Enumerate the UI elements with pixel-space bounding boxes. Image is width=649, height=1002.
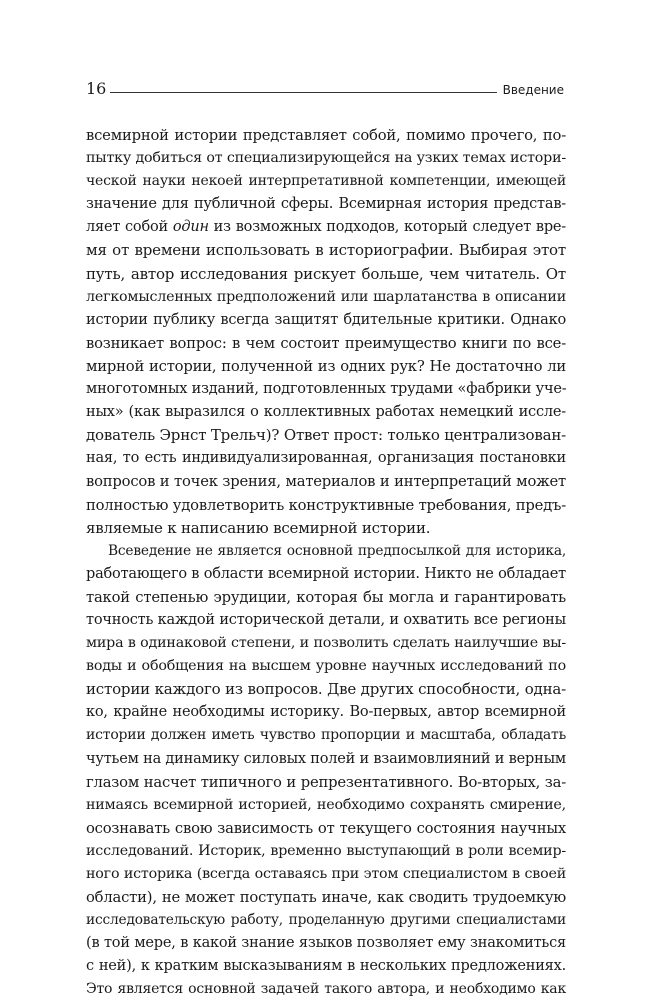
text-line: ко, крайне необходимы историку. Во-первых, автор всемирной: [86, 704, 566, 721]
text-line: многотомных изданий, подготовленных трудами «фабрики уче-: [86, 381, 567, 398]
text-line: легкомысленных предположений или шарлатанства в описании: [86, 288, 566, 305]
text-line: ческой науки некоей интерпретативной компетенции, имеющей: [86, 173, 566, 190]
text-line: пытку добиться от специализирующейся на узких темах истори-: [86, 150, 566, 167]
text-line: осознавать свою зависимость от текущего состояния научных: [86, 819, 566, 837]
running-title: Введение: [502, 83, 564, 97]
text-line: путь, автор исследования рискует больше, чем читатель. От: [86, 264, 566, 283]
text-line: исследований. Историк, временно выступающий в роли всемир-: [86, 842, 566, 859]
text-line: чутьем на динамику силовых полей и взаимовлияний и верным: [86, 750, 566, 767]
text-line: всемирной истории представляет собой, помимо прочего, по-: [86, 127, 566, 144]
text-line: ная, то есть индивидуализированная, организация постановки: [86, 450, 566, 467]
text-line: дователь Эрнст Трельч)? Ответ прост: только централизован-: [86, 426, 566, 445]
text-line: истории публику всегда защитят бдительные критики. Однако: [86, 311, 566, 328]
text-line: возникает вопрос: в чем состоит преимущество книги по все-: [86, 334, 566, 352]
text-line: истории каждого из вопросов. Две других способности, одна-: [86, 680, 566, 699]
paragraph: [86, 540, 566, 1002]
text-line: с ней), к кратким высказываниям в нескольких предложениях.: [86, 958, 566, 975]
emphasis-text: один: [172, 219, 209, 236]
text-line: глазом насчет типичного и репрезентативного. Во-вторых, за-: [86, 773, 566, 791]
text-segment: из возможных подходов, который следует вре-: [208, 219, 566, 236]
text-line: являемые к написанию всемирной истории.: [86, 518, 431, 537]
text-line: работающего в области всемирной истории. Никто не обладает: [86, 565, 566, 582]
text-line: ного историка (всегда оставаясь при этом специалистом в своей: [86, 866, 566, 882]
text-line: мирной истории, полученной из одних рук? Не достаточно ли: [86, 357, 566, 375]
text-line: нимаясь всемирной историей, необходимо сохранять смирение,: [86, 796, 566, 813]
text-line: исследовательскую работу, проделанную другими специалистами: [86, 912, 566, 929]
running-header: [86, 77, 564, 97]
body-text: [86, 124, 566, 1002]
text-line: мира в одинаковой степени, и позволить сделать наилучшие вы-: [86, 635, 566, 652]
text-line: точность каждой исторической детали, и охватить все регионы: [86, 611, 566, 628]
text-line: Это является основной задачей такого автора, и необходимо как: [86, 981, 566, 998]
text-line: истории должен иметь чувство пропорции и масштаба, обладать: [86, 727, 566, 744]
text-segment: ляет собой: [86, 219, 173, 236]
text-line: полностью удовлетворить конструктивные требования, предъ-: [86, 496, 566, 514]
text-line: вопросов и точек зрения, материалов и интерпретаций может: [86, 473, 566, 491]
text-line: значение для публичной сферы. Всемирная история представ-: [86, 196, 566, 213]
text-line: такой степенью эрудиции, которая бы могла и гарантировать: [86, 588, 566, 606]
paragraph: [86, 124, 566, 540]
text-line: (в той мере, в какой знание языков позволяет ему знакомиться: [86, 935, 566, 952]
text-line: ных» (как выразился о коллективных работах немецкий иссле-: [86, 404, 566, 421]
text-line: воды и обобщения на высшем уровне научных исследований по: [86, 658, 566, 675]
text-line: области), не может поступать иначе, как сводить трудоемкую: [86, 889, 566, 907]
header-rule: [110, 92, 496, 93]
text-line: [86, 216, 566, 239]
text-line: мя от времени использовать в историографии. Выбирая этот: [86, 241, 566, 260]
text-line: Всеведение не является основной предпосылкой для историка,: [108, 542, 566, 559]
page-number: 16: [86, 79, 107, 98]
